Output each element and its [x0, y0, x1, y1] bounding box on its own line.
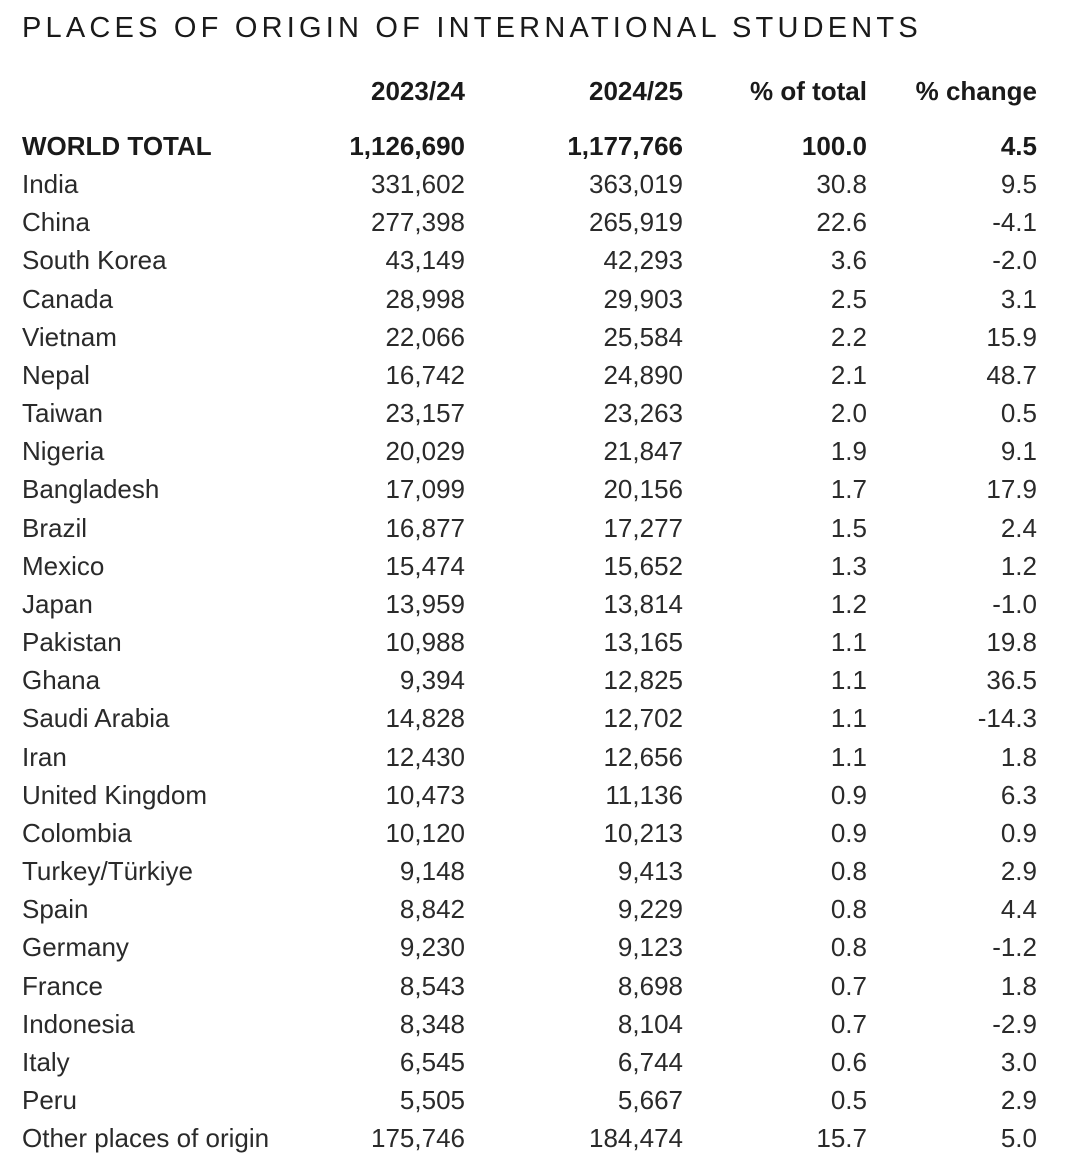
table-row — [0, 165, 1080, 203]
row-percent-change: 15.9 — [986, 322, 1037, 352]
row-value-2023-24: 22,066 — [385, 322, 465, 352]
row-name: Spain — [22, 894, 89, 924]
row-name: Brazil — [22, 513, 88, 543]
row-value-2024-25: 9,229 — [617, 894, 683, 924]
row-value-2023-24: 43,149 — [385, 245, 465, 275]
table-row — [0, 623, 1080, 661]
row-percent-change: -2.0 — [992, 245, 1037, 275]
row-percent-change: -2.9 — [992, 1009, 1037, 1039]
row-name: Ghana — [22, 665, 101, 695]
table-row — [0, 432, 1080, 470]
row-percent-change: 2.4 — [1000, 513, 1037, 543]
table-row — [0, 585, 1080, 623]
row-percent-of-total: 2.1 — [830, 360, 867, 390]
column-header-percent-change: % change — [915, 76, 1037, 106]
row-value-2023-24: 14,828 — [385, 703, 465, 733]
row-name: Bangladesh — [22, 474, 160, 504]
row-percent-change: 1.2 — [1000, 551, 1037, 581]
row-percent-of-total: 0.9 — [830, 818, 867, 848]
table-header — [0, 72, 1080, 110]
row-percent-change: 0.5 — [1000, 398, 1037, 428]
row-value-2023-24: 331,602 — [371, 169, 465, 199]
row-percent-change: 4.5 — [1000, 131, 1037, 161]
row-name: Turkey/Türkiye — [22, 856, 193, 886]
table-row — [0, 661, 1080, 699]
table-row — [0, 1119, 1080, 1157]
row-value-2023-24: 12,430 — [385, 742, 465, 772]
row-percent-change: 2.9 — [1000, 856, 1037, 886]
row-name: China — [22, 207, 90, 237]
row-name: Pakistan — [22, 627, 122, 657]
row-value-2023-24: 10,120 — [385, 818, 465, 848]
row-name: South Korea — [22, 245, 167, 275]
row-percent-change: -1.2 — [992, 932, 1037, 962]
row-value-2024-25: 184,474 — [589, 1123, 683, 1153]
row-value-2024-25: 23,263 — [603, 398, 683, 428]
table-row — [0, 547, 1080, 585]
row-value-2024-25: 8,698 — [617, 971, 683, 1001]
row-percent-of-total: 0.8 — [830, 932, 867, 962]
row-percent-change: 17.9 — [986, 474, 1037, 504]
row-name: Vietnam — [22, 322, 117, 352]
row-value-2024-25: 9,123 — [617, 932, 683, 962]
table-row — [0, 280, 1080, 318]
row-value-2024-25: 13,165 — [603, 627, 683, 657]
table-row — [0, 1081, 1080, 1119]
row-value-2023-24: 13,959 — [385, 589, 465, 619]
row-value-2023-24: 5,505 — [399, 1085, 465, 1115]
row-value-2024-25: 9,413 — [617, 856, 683, 886]
row-name: Italy — [22, 1047, 70, 1077]
row-percent-change: 19.8 — [986, 627, 1037, 657]
row-percent-of-total: 0.8 — [830, 894, 867, 924]
row-percent-change: -1.0 — [992, 589, 1037, 619]
table-row — [0, 699, 1080, 737]
row-value-2023-24: 10,988 — [385, 627, 465, 657]
column-header-2023-24: 2023/24 — [371, 76, 465, 106]
row-name: Canada — [22, 284, 114, 314]
row-percent-of-total: 30.8 — [816, 169, 867, 199]
row-percent-of-total: 2.0 — [830, 398, 867, 428]
row-name: Colombia — [22, 818, 132, 848]
row-percent-of-total: 1.2 — [830, 589, 867, 619]
row-percent-change: -14.3 — [977, 703, 1037, 733]
table-row — [0, 241, 1080, 279]
row-percent-change: 5.0 — [1000, 1123, 1037, 1153]
row-percent-change: 9.1 — [1000, 436, 1037, 466]
row-value-2024-25: 24,890 — [603, 360, 683, 390]
column-header-percent-of-total: % of total — [750, 76, 867, 106]
row-value-2023-24: 1,126,690 — [349, 131, 465, 161]
row-value-2024-25: 5,667 — [617, 1085, 683, 1115]
row-value-2023-24: 9,148 — [399, 856, 465, 886]
row-name: Germany — [22, 932, 129, 962]
row-percent-change: 4.4 — [1000, 894, 1037, 924]
row-name: Saudi Arabia — [22, 703, 170, 733]
row-value-2023-24: 277,398 — [371, 207, 465, 237]
row-percent-of-total: 3.6 — [830, 245, 867, 275]
table-row — [0, 928, 1080, 966]
table-row — [0, 814, 1080, 852]
row-percent-of-total: 0.9 — [830, 780, 867, 810]
row-percent-of-total: 0.6 — [830, 1047, 867, 1077]
row-value-2023-24: 16,742 — [385, 360, 465, 390]
row-name: WORLD TOTAL — [22, 131, 212, 161]
row-name: Japan — [22, 589, 93, 619]
table-row — [0, 776, 1080, 814]
row-value-2024-25: 13,814 — [603, 589, 683, 619]
row-percent-change: -4.1 — [992, 207, 1037, 237]
table-row — [0, 203, 1080, 241]
row-value-2024-25: 363,019 — [589, 169, 683, 199]
row-percent-of-total: 1.1 — [830, 665, 867, 695]
row-percent-change: 6.3 — [1000, 780, 1037, 810]
row-percent-of-total: 22.6 — [816, 207, 867, 237]
row-percent-change: 48.7 — [986, 360, 1037, 390]
row-percent-change: 2.9 — [1000, 1085, 1037, 1115]
row-value-2023-24: 9,230 — [399, 932, 465, 962]
row-name: United Kingdom — [22, 780, 207, 810]
row-value-2023-24: 8,543 — [399, 971, 465, 1001]
row-value-2024-25: 17,277 — [603, 513, 683, 543]
row-value-2024-25: 1,177,766 — [567, 131, 683, 161]
row-value-2023-24: 8,842 — [399, 894, 465, 924]
row-percent-change: 0.9 — [1000, 818, 1037, 848]
row-value-2024-25: 12,702 — [603, 703, 683, 733]
table-row — [0, 509, 1080, 547]
row-value-2023-24: 20,029 — [385, 436, 465, 466]
row-value-2023-24: 10,473 — [385, 780, 465, 810]
row-value-2023-24: 6,545 — [399, 1047, 465, 1077]
column-header-2024-25: 2024/25 — [589, 76, 683, 106]
row-percent-of-total: 0.7 — [830, 1009, 867, 1039]
table-row — [0, 318, 1080, 356]
row-name: Nepal — [22, 360, 90, 390]
row-value-2024-25: 20,156 — [603, 474, 683, 504]
row-name: Indonesia — [22, 1009, 135, 1039]
row-percent-of-total: 0.8 — [830, 856, 867, 886]
row-percent-change: 1.8 — [1000, 971, 1037, 1001]
row-name: Mexico — [22, 551, 105, 581]
row-percent-of-total: 1.1 — [830, 703, 867, 733]
row-value-2023-24: 17,099 — [385, 474, 465, 504]
row-name: India — [22, 169, 79, 199]
row-percent-change: 36.5 — [986, 665, 1037, 695]
row-percent-of-total: 1.1 — [830, 742, 867, 772]
row-value-2023-24: 175,746 — [371, 1123, 465, 1153]
row-percent-change: 9.5 — [1000, 169, 1037, 199]
table-row — [0, 738, 1080, 776]
row-value-2024-25: 10,213 — [603, 818, 683, 848]
row-value-2023-24: 28,998 — [385, 284, 465, 314]
row-percent-of-total: 15.7 — [816, 1123, 867, 1153]
page-title: PLACES OF ORIGIN OF INTERNATIONAL STUDENTS — [22, 12, 922, 44]
row-value-2023-24: 23,157 — [385, 398, 465, 428]
row-value-2023-24: 9,394 — [399, 665, 465, 695]
row-value-2024-25: 42,293 — [603, 245, 683, 275]
row-percent-of-total: 2.5 — [830, 284, 867, 314]
row-name: Other places of origin — [22, 1123, 270, 1153]
row-percent-of-total: 1.5 — [830, 513, 867, 543]
table-row — [0, 1043, 1080, 1081]
row-percent-of-total: 0.7 — [830, 971, 867, 1001]
row-name: Iran — [22, 742, 67, 772]
row-percent-of-total: 2.2 — [830, 322, 867, 352]
row-percent-change: 3.0 — [1000, 1047, 1037, 1077]
table-row — [0, 394, 1080, 432]
row-value-2024-25: 6,744 — [617, 1047, 683, 1077]
row-value-2024-25: 25,584 — [603, 322, 683, 352]
row-value-2024-25: 12,656 — [603, 742, 683, 772]
row-name: Peru — [22, 1085, 77, 1115]
table-row — [0, 470, 1080, 508]
table-row — [0, 967, 1080, 1005]
row-percent-of-total: 1.7 — [830, 474, 867, 504]
row-value-2024-25: 21,847 — [603, 436, 683, 466]
row-value-2024-25: 15,652 — [603, 551, 683, 581]
row-name: France — [22, 971, 103, 1001]
row-value-2023-24: 15,474 — [385, 551, 465, 581]
world-total-row — [0, 127, 1080, 165]
row-name: Taiwan — [22, 398, 103, 428]
row-value-2023-24: 16,877 — [385, 513, 465, 543]
row-name: Nigeria — [22, 436, 105, 466]
table-row — [0, 852, 1080, 890]
row-value-2024-25: 265,919 — [589, 207, 683, 237]
table-row — [0, 356, 1080, 394]
table-row — [0, 890, 1080, 928]
row-value-2024-25: 29,903 — [603, 284, 683, 314]
row-value-2024-25: 12,825 — [603, 665, 683, 695]
row-value-2024-25: 11,136 — [605, 780, 683, 810]
row-percent-of-total: 0.5 — [830, 1085, 867, 1115]
row-percent-of-total: 1.1 — [830, 627, 867, 657]
row-percent-change: 3.1 — [1000, 284, 1037, 314]
row-value-2024-25: 8,104 — [617, 1009, 683, 1039]
row-percent-of-total: 100.0 — [801, 131, 867, 161]
table-row — [0, 1005, 1080, 1043]
row-percent-change: 1.8 — [1000, 742, 1037, 772]
row-percent-of-total: 1.9 — [830, 436, 867, 466]
row-value-2023-24: 8,348 — [399, 1009, 465, 1039]
row-percent-of-total: 1.3 — [830, 551, 867, 581]
